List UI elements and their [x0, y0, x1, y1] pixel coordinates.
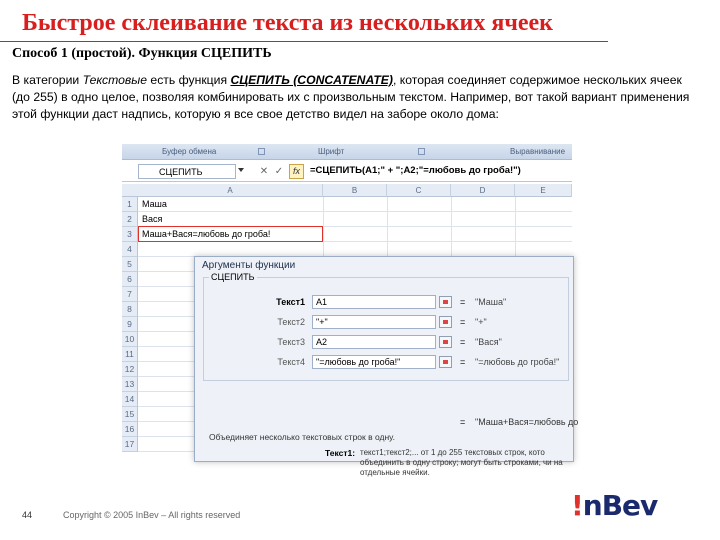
arg-label-4: Текст4: [277, 357, 305, 367]
column-header-e[interactable]: E: [515, 184, 572, 197]
cell-a3[interactable]: Маша+Вася=любовь до гроба!: [142, 229, 271, 239]
row-header[interactable]: 8: [122, 302, 138, 317]
arg-result-2: "+": [475, 317, 487, 327]
row-header[interactable]: 11: [122, 347, 138, 362]
ribbon-group-font[interactable]: Шрифт: [318, 147, 345, 156]
equals-sign: =: [460, 297, 466, 307]
row-header[interactable]: 6: [122, 272, 138, 287]
formula-result: "Маша+Вася=любовь до: [475, 417, 579, 427]
arg-label-1: Текст1: [276, 297, 305, 307]
row-header[interactable]: 15: [122, 407, 138, 422]
row-header[interactable]: 16: [122, 422, 138, 437]
arg-input-4[interactable]: "=любовь до гроба!": [312, 355, 436, 369]
row-header[interactable]: 1: [122, 197, 138, 212]
argument-help-text: текст1;текст2;... от 1 до 255 текстовых строк, кото объединить в одну строку; могут быть строками, чи на отдельные ячейки.: [360, 448, 563, 477]
function-description: Объединяет несколько текстовых строк в одну.: [209, 432, 395, 442]
excel-screenshot: [122, 144, 579, 477]
body-paragraph: [12, 72, 702, 123]
arg-input-1[interactable]: A1: [312, 295, 436, 309]
arg-label-2: Текст2: [277, 317, 305, 327]
function-name-label: СЦЕПИТЬ: [211, 272, 255, 282]
slide-subtitle: Способ 1 (простой). Функция СЦЕПИТЬ: [12, 46, 272, 61]
body-text-3: , которая соединяет содержимое нескольких ячеек (до 255) в одно целое, позволяя комбинировать их с произвольным текстом. Например, вот такой вариант применения этой функции даст надпись, которую я все свое детство видел на заборе около дома:: [12, 73, 690, 121]
body-text-2: есть функция: [147, 73, 231, 87]
equals-sign: =: [460, 337, 466, 347]
column-header-d[interactable]: D: [451, 184, 515, 197]
slide-title: Быстрое склеивание текста из нескольких ячеек: [22, 10, 553, 36]
ribbon-group-clipboard[interactable]: Буфер обмена: [162, 147, 217, 156]
ribbon-group-alignment[interactable]: Выравнивание: [510, 147, 566, 156]
equals-sign: =: [460, 417, 466, 427]
column-headers: [122, 184, 572, 197]
arg-label-3: Текст3: [277, 337, 305, 347]
arg-result-4: "=любовь до гроба!": [475, 357, 560, 367]
row-header[interactable]: 7: [122, 287, 138, 302]
row-header[interactable]: 9: [122, 317, 138, 332]
row-header[interactable]: 12: [122, 362, 138, 377]
formula-input[interactable]: =СЦЕПИТЬ(A1;" + ";A2;"=любовь до гроба!"): [310, 165, 521, 176]
name-box[interactable]: СЦЕПИТЬ: [138, 164, 236, 179]
equals-sign: =: [460, 357, 466, 367]
dialog-title: Аргументы функции: [202, 260, 296, 271]
active-cell-highlight: [138, 226, 323, 242]
logo-text: nBev: [582, 489, 658, 522]
row-header[interactable]: 13: [122, 377, 138, 392]
row-header[interactable]: 3: [122, 227, 138, 242]
page-number: 44: [22, 510, 33, 520]
collapse-dialog-icon[interactable]: [439, 356, 452, 368]
column-header-b[interactable]: B: [323, 184, 387, 197]
inbev-logo: [571, 489, 657, 522]
clipboard-launcher-icon[interactable]: [258, 148, 265, 155]
arg-input-3[interactable]: A2: [312, 335, 436, 349]
row-header[interactable]: 2: [122, 212, 138, 227]
grid-line: [138, 211, 572, 212]
row-header[interactable]: 14: [122, 392, 138, 407]
row-header[interactable]: 5: [122, 257, 138, 272]
function-arguments-dialog: [194, 256, 579, 477]
enter-icon[interactable]: ✓: [274, 166, 284, 177]
cell-a2[interactable]: Вася: [142, 214, 163, 224]
column-header-c[interactable]: C: [387, 184, 451, 197]
name-box-dropdown-icon[interactable]: [238, 168, 244, 172]
copyright-notice: Copyright © 2005 InBev – All rights reserved: [63, 510, 241, 520]
arg-input-2[interactable]: "+": [312, 315, 436, 329]
arg-result-1: "Маша": [475, 297, 507, 307]
row-header[interactable]: 17: [122, 437, 138, 452]
equals-sign: =: [460, 317, 466, 327]
body-category: Текстовые: [82, 73, 148, 87]
collapse-dialog-icon[interactable]: [439, 316, 452, 328]
insert-function-button[interactable]: fx: [289, 164, 304, 179]
body-text-1: В категории: [12, 73, 83, 87]
arg-result-3: "Вася": [475, 337, 502, 347]
collapse-dialog-icon[interactable]: [439, 336, 452, 348]
cancel-icon[interactable]: ✕: [259, 166, 269, 177]
title-divider: [0, 41, 608, 42]
column-header-a[interactable]: A: [138, 184, 323, 197]
row-header[interactable]: 10: [122, 332, 138, 347]
cell-a1[interactable]: Маша: [142, 199, 167, 209]
ribbon-bar: [122, 144, 572, 160]
font-launcher-icon[interactable]: [418, 148, 425, 155]
body-function-name: СЦЕПИТЬ (CONCATENATE): [230, 73, 393, 87]
formula-bar: [122, 162, 572, 182]
logo-mark: !: [571, 489, 583, 522]
collapse-dialog-icon[interactable]: [439, 296, 452, 308]
argument-help-name: Текст1:: [325, 448, 356, 458]
row-header[interactable]: 4: [122, 242, 138, 257]
